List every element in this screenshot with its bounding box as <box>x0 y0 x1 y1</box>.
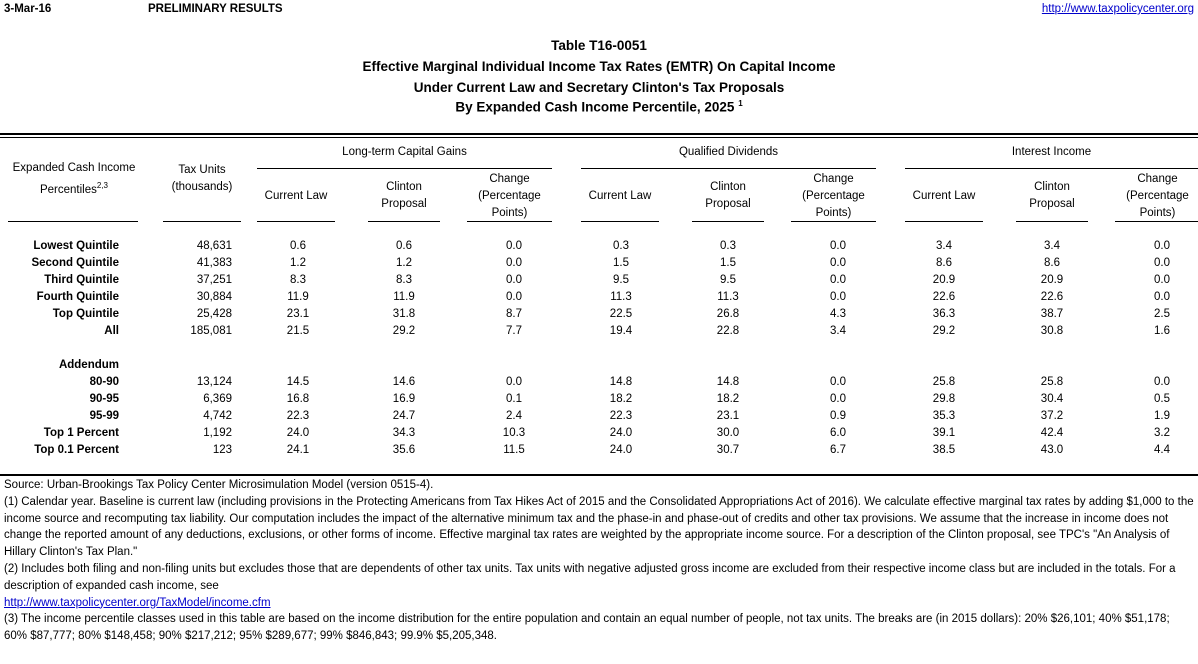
rate-cell: 1.5 <box>613 257 629 269</box>
rate-cell: 0.0 <box>830 257 846 269</box>
tax-units-value: 13,124 <box>196 376 232 388</box>
table-id: Table T16-0051 <box>551 38 647 53</box>
top-rule <box>0 133 1198 135</box>
rate-cell: 6.0 <box>830 427 846 439</box>
rate-cell: 4.4 <box>1154 444 1170 456</box>
rate-cell: 0.0 <box>830 274 846 286</box>
row-label: Lowest Quintile <box>33 240 119 252</box>
rate-cell: 11.3 <box>717 291 739 303</box>
percentile-underline <box>8 221 138 222</box>
rate-cell: 22.6 <box>932 291 956 303</box>
rate-cell: 37.2 <box>1040 410 1064 422</box>
rate-cell: 8.3 <box>290 274 306 286</box>
note-2: (2) Includes both filing and non-filing units but excludes those that are dependents of other tax units. Tax units with negative adjusted gross income are excluded from their respective income class but are included in the totals. For a description of expanded cash income, see <box>4 562 1176 592</box>
rate-cell: 30.8 <box>1040 325 1064 337</box>
row-label: Top 1 Percent <box>43 427 119 439</box>
change-points-header-dividends: Change (Percentage Points) <box>802 173 865 219</box>
row-label: Second Quintile <box>31 257 119 269</box>
rate-cell: 30.0 <box>716 427 740 439</box>
rate-cell: 20.9 <box>1040 274 1064 286</box>
income-definition-link[interactable]: http://www.taxpolicycenter.org/TaxModel/income.cfm <box>4 596 271 609</box>
group-header-dividends: Qualified Dividends <box>678 146 779 158</box>
group-underline-dividends <box>581 168 876 169</box>
rate-cell: 16.9 <box>392 393 416 405</box>
group-header-ltcg: Long-term Capital Gains <box>342 146 467 158</box>
rate-cell: 29.8 <box>932 393 956 405</box>
rate-cell: 8.6 <box>1044 257 1060 269</box>
rate-cell: 18.2 <box>609 393 633 405</box>
rate-cell: 35.3 <box>932 410 956 422</box>
change-points-underline-interest <box>1115 221 1198 222</box>
rate-cell: 36.3 <box>932 308 956 320</box>
rate-cell: 4.3 <box>830 308 846 320</box>
tax-units-value: 123 <box>212 444 232 456</box>
rate-cell: 38.5 <box>932 444 956 456</box>
row-label: Third Quintile <box>44 274 119 286</box>
tax-units-value: 30,884 <box>196 291 232 303</box>
current-law-header-interest: Current Law <box>912 190 976 202</box>
rate-cell: 16.8 <box>286 393 310 405</box>
rate-cell: 1.9 <box>1154 410 1170 422</box>
rate-cell: 24.1 <box>286 444 310 456</box>
change-points-underline-ltcg <box>467 221 552 222</box>
clinton-proposal-underline-ltcg <box>368 221 440 222</box>
rate-cell: 0.5 <box>1154 393 1170 405</box>
rate-cell: 11.9 <box>287 291 309 303</box>
row-label: 90-95 <box>89 393 119 405</box>
row-label: Fourth Quintile <box>36 291 119 303</box>
top-rule-thin <box>0 137 1198 138</box>
rate-cell: 18.2 <box>716 393 740 405</box>
tax-units-underline <box>163 221 241 222</box>
rate-cell: 0.0 <box>1154 257 1170 269</box>
row-label: All <box>104 325 119 337</box>
rate-cell: 22.3 <box>609 410 633 422</box>
clinton-proposal-header-dividends: Clinton Proposal <box>705 181 751 210</box>
rate-cell: 0.0 <box>830 291 846 303</box>
source-note: Source: Urban-Brookings Tax Policy Center Microsimulation Model (version 0515-4). <box>4 479 434 491</box>
rate-cell: 24.0 <box>609 444 633 456</box>
table-title-line3: By Expanded Cash Income Percentile, 2025 $^1$ <box>455 99 743 115</box>
rate-cell: 6.7 <box>830 444 846 456</box>
rate-cell: 35.6 <box>392 444 416 456</box>
rate-cell: 10.3 <box>502 427 526 439</box>
rate-cell: 22.8 <box>716 325 740 337</box>
rate-cell: 29.2 <box>932 325 956 337</box>
tax-units-value: 48,631 <box>196 240 232 252</box>
rate-cell: 26.8 <box>716 308 740 320</box>
current-law-header-dividends: Current Law <box>588 190 652 202</box>
group-underline-interest <box>905 168 1198 169</box>
rate-cell: 2.4 <box>506 410 522 422</box>
current-law-underline-ltcg <box>257 221 335 222</box>
rate-cell: 29.2 <box>392 325 416 337</box>
rate-cell: 2.5 <box>1154 308 1170 320</box>
row-label: 95-99 <box>89 410 119 422</box>
rate-cell: 19.4 <box>609 325 633 337</box>
rate-cell: 8.6 <box>936 257 952 269</box>
rate-cell: 0.0 <box>506 274 522 286</box>
report-date: 3-Mar-16 <box>4 3 52 15</box>
tax-units-header: Tax Units (thousands) <box>171 164 233 193</box>
rate-cell: 1.2 <box>290 257 306 269</box>
clinton-proposal-header-ltcg: Clinton Proposal <box>381 181 427 210</box>
row-label: 80-90 <box>89 376 119 388</box>
rate-cell: 21.5 <box>286 325 310 337</box>
rate-cell: 11.5 <box>503 444 525 456</box>
rate-cell: 31.8 <box>392 308 416 320</box>
rate-cell: 0.0 <box>1154 291 1170 303</box>
rate-cell: 23.1 <box>286 308 310 320</box>
clinton-proposal-underline-interest <box>1016 221 1088 222</box>
rate-cell: 11.3 <box>610 291 632 303</box>
rate-cell: 24.7 <box>392 410 416 422</box>
table-title-line2: Under Current Law and Secretary Clinton's Tax Proposals <box>413 80 785 95</box>
tax-units-value: 6,369 <box>203 393 232 405</box>
tax-units-value: 41,383 <box>196 257 232 269</box>
rate-cell: 0.0 <box>1154 274 1170 286</box>
rate-cell: 9.5 <box>613 274 629 286</box>
rate-cell: 0.0 <box>1154 376 1170 388</box>
rate-cell: 7.7 <box>506 325 522 337</box>
rate-cell: 0.0 <box>506 291 522 303</box>
rate-cell: 24.0 <box>286 427 310 439</box>
rate-cell: 11.9 <box>393 291 415 303</box>
bottom-rule <box>0 474 1198 476</box>
tax-units-value: 185,081 <box>190 325 232 337</box>
tax-units-value: 1,192 <box>203 427 232 439</box>
clinton-proposal-underline-dividends <box>692 221 764 222</box>
rate-cell: 23.1 <box>716 410 740 422</box>
rate-cell: 3.4 <box>936 240 952 252</box>
rate-cell: 20.9 <box>932 274 956 286</box>
tpc-site-link[interactable]: http://www.taxpolicycenter.org <box>1041 3 1194 15</box>
rate-cell: 1.5 <box>720 257 736 269</box>
table-title-line1: Effective Marginal Individual Income Tax Rates (EMTR) On Capital Income <box>362 59 836 74</box>
rate-cell: 30.7 <box>716 444 740 456</box>
rate-cell: 14.8 <box>716 376 740 388</box>
rate-cell: 0.0 <box>830 393 846 405</box>
rate-cell: 22.5 <box>609 308 633 320</box>
tax-units-value: 37,251 <box>196 274 232 286</box>
addendum-label: Addendum <box>58 359 119 371</box>
rate-cell: 3.2 <box>1154 427 1170 439</box>
note-3: (3) The income percentile classes used in this table are based on the income distribution for the entire population and contain an equal number of people, not tax units. The breaks are (in 2015 dollars): 20% $26,101; 40% $51,178; 60% $87,777; 80% $148,458; 90% $217,212; 95% $289,677; 99% $846,843; 99.9% $5,205,348. <box>4 613 1170 643</box>
rate-cell: 1.6 <box>1154 325 1170 337</box>
rate-cell: 22.6 <box>1040 291 1064 303</box>
rate-cell: 43.0 <box>1040 444 1064 456</box>
rate-cell: 14.5 <box>286 376 310 388</box>
rate-cell: 22.3 <box>286 410 310 422</box>
tax-units-value: 4,742 <box>203 410 232 422</box>
row-label: Top Quintile <box>52 308 119 320</box>
change-points-underline-dividends <box>791 221 876 222</box>
rate-cell: 0.6 <box>396 240 412 252</box>
rate-cell: 24.0 <box>609 427 633 439</box>
row-label: Top 0.1 Percent <box>34 444 119 456</box>
rate-cell: 3.4 <box>830 325 846 337</box>
footnotes <box>4 477 1194 645</box>
change-points-header-interest: Change (Percentage Points) <box>1126 173 1189 219</box>
rate-cell: 0.0 <box>506 376 522 388</box>
current-law-underline-dividends <box>581 221 659 222</box>
rate-cell: 3.4 <box>1044 240 1060 252</box>
rate-cell: 0.3 <box>613 240 629 252</box>
rate-cell: 14.6 <box>392 376 416 388</box>
group-header-interest: Interest Income <box>1011 146 1092 158</box>
rate-cell: 0.1 <box>506 393 522 405</box>
preliminary-label: PRELIMINARY RESULTS <box>148 3 283 15</box>
rate-cell: 8.3 <box>396 274 412 286</box>
rate-cell: 42.4 <box>1040 427 1064 439</box>
rate-cell: 1.2 <box>396 257 412 269</box>
rate-cell: 30.4 <box>1040 393 1064 405</box>
clinton-proposal-header-interest: Clinton Proposal <box>1029 181 1075 210</box>
note-1: (1) Calendar year. Baseline is current law (including provisions in the Protecting Americans from Tax Hikes Act of 2015 and the Consolidated Appropriations Act of 2016). We calculate effective marginal tax rates by adding $1,000 to the income source and recomputing tax liability. Our computation includes the impact of the alternative minimum tax and the phase-in and phase-out of credits and other tax provisions. We assume that the increase in income does not change the reported amount of any deductions, exclusions, or other forms of income. Effective marginal tax rates are weighted by the appropriate income source. For a description of the Clinton proposal, see TPC's "An Analysis of Hillary Clinton's Tax Plan." <box>4 495 1194 559</box>
rate-cell: 38.7 <box>1040 308 1064 320</box>
current-law-underline-interest <box>905 221 983 222</box>
rate-cell: 39.1 <box>932 427 956 439</box>
percentile-header: Expanded Cash Income Percentiles$^{2,3}$ <box>12 162 136 196</box>
rate-cell: 0.0 <box>1154 240 1170 252</box>
rate-cell: 0.0 <box>506 240 522 252</box>
rate-cell: 0.0 <box>830 376 846 388</box>
rate-cell: 25.8 <box>1040 376 1064 388</box>
rate-cell: 34.3 <box>392 427 416 439</box>
rate-cell: 9.5 <box>720 274 736 286</box>
rate-cell: 25.8 <box>932 376 956 388</box>
rate-cell: 0.3 <box>720 240 736 252</box>
rate-cell: 0.0 <box>830 240 846 252</box>
rate-cell: 14.8 <box>609 376 633 388</box>
rate-cell: 0.9 <box>830 410 846 422</box>
rate-cell: 0.0 <box>506 257 522 269</box>
tax-units-value: 25,428 <box>196 308 232 320</box>
change-points-header-ltcg: Change (Percentage Points) <box>478 173 541 219</box>
current-law-header-ltcg: Current Law <box>264 190 328 202</box>
rate-cell: 0.6 <box>290 240 306 252</box>
group-underline-ltcg <box>257 168 552 169</box>
rate-cell: 8.7 <box>506 308 522 320</box>
